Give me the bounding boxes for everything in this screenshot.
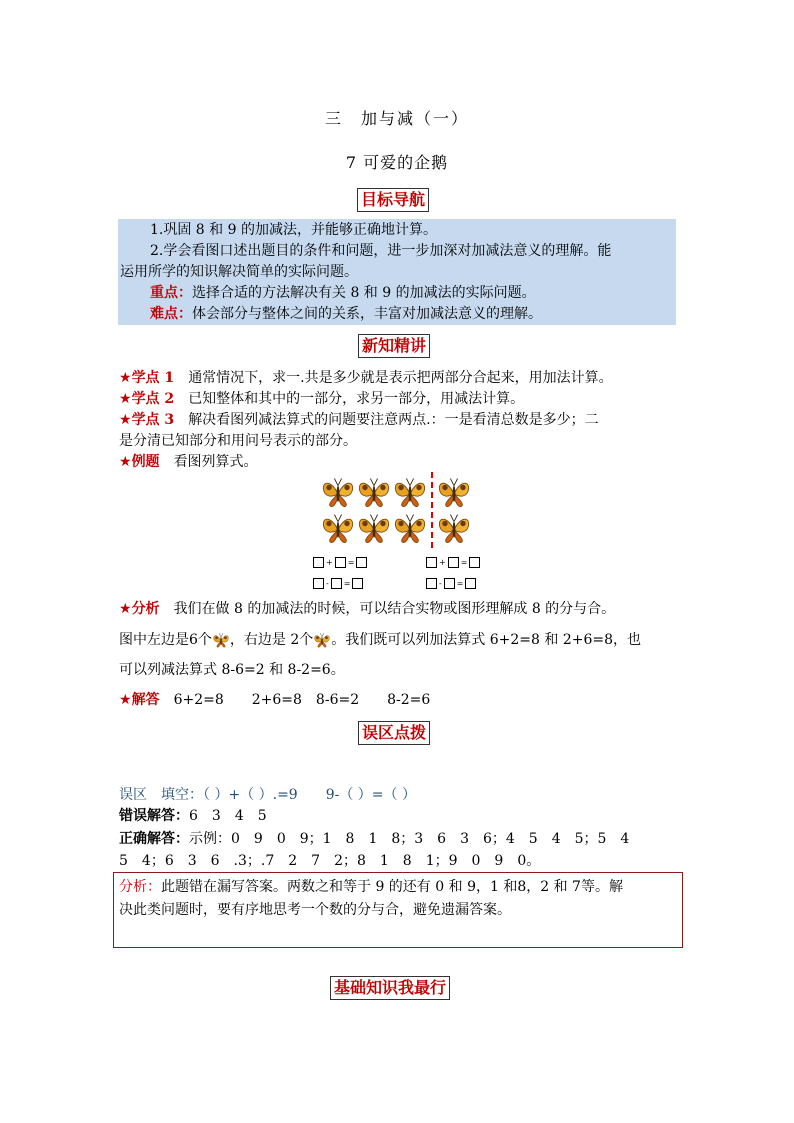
lesson-title: 7 可爱的企鹅 [345,153,449,172]
section-heading-new-knowledge: 新知精讲 [358,334,430,358]
answer-box[interactable] [335,557,346,568]
butterfly-icon [436,474,472,510]
mistake-analysis-label: 分析： [119,879,161,895]
correct-answer-text-2: 5 4；6 3 6 .3；.7 2 7 2；8 1 8 1；9 0 9 0。 [119,853,541,869]
answer-box[interactable] [356,557,367,568]
key-point [150,283,536,303]
butterfly-icon [320,510,356,546]
butterfly-icon [392,510,428,546]
answer [119,690,430,710]
difficult-point [150,304,542,324]
minus-sign: - [439,579,442,588]
butterfly-icon [313,631,331,649]
butterfly-icon [356,474,392,510]
mistake-analysis-line-1 [119,877,623,897]
answer-box[interactable] [313,578,324,589]
goal-2a: 2.学会看图口述出题目的条件和问题，进一步加深对加减法意义的理解。能 [150,243,612,259]
mistake-question: 误区 填空：（ ）+（ ）.=9 9-（ ）=（ ） [119,787,416,803]
example-text: 看图列算式。 [173,454,258,470]
answer-box[interactable] [444,578,455,589]
answer-box[interactable] [448,557,459,568]
difficult-point-label: 难点： [150,306,192,322]
learning-point-2-text: 已知整体和其中的一部分，求另一部分，用减法计算。 [188,391,525,407]
learning-point-3-text-a: 解决看图列减法算式的问题要注意两点.：一是看清总数是多少；二 [188,412,599,428]
answer-box[interactable] [469,557,480,568]
equation-add-right [426,557,480,568]
plus-sign: + [439,558,446,567]
example-label: 例题 [131,454,160,470]
learning-point-2 [119,389,524,409]
star-icon: ★ [119,454,132,470]
star-icon: ★ [119,692,132,708]
minus-sign: - [326,579,329,588]
learning-point-3 [119,410,599,430]
learning-point-2-label: 学点 2 [131,391,175,407]
plus-sign: + [326,558,333,567]
answer-box[interactable] [313,557,324,568]
wrong-answer-label: 错误解答： [119,808,189,824]
analysis-label: 分析 [131,601,160,617]
equals-sign: = [460,558,468,567]
analysis-line-2 [119,630,641,650]
divider-line [431,472,433,548]
equation-sub-right [426,578,476,589]
equals-sign: = [347,558,355,567]
goal-1: 1.巩固 8 和 9 的加减法，并能够正确地计算。 [150,222,437,238]
learning-point-1-label: 学点 1 [131,370,175,386]
butterfly-icon [356,510,392,546]
answer-box[interactable] [426,578,437,589]
butterfly-icon [212,631,230,649]
wrong-answer-text: 6 3 4 5 [189,808,267,824]
answer-box[interactable] [465,578,476,589]
learning-point-1 [119,368,613,388]
unit-title: 三 加与减（一） [324,109,469,128]
section-heading-basics: 基础知识我最行 [330,976,450,1000]
learning-point-3-text-b: 是分清已知部分和用问号表示的部分。 [119,433,357,449]
butterfly-icon [436,510,472,546]
learning-point-1-text: 通常情况下，求一.共是多少就是表示把两部分合起来，用加法计算。 [188,370,613,386]
answer-text: 6+2=8 2+6=8 8-6=2 8-2=6 [173,692,431,708]
analysis [119,599,615,619]
analysis-text-1: 我们在做 8 的加减法的时候，可以结合实物或图形理解成 8 的分与合。 [173,601,616,617]
star-icon: ★ [119,370,132,386]
equation-add-left [313,557,367,568]
learning-point-3-label: 学点 3 [131,412,175,428]
analysis-text-2b: ，右边是 2个 [229,632,314,648]
equals-sign: = [343,579,351,588]
mistake-analysis-text-2: 决此类问题时，要有序地思考一个数的分与合，避免遗漏答案。 [119,902,511,918]
analysis-text-3: 可以列减法算式 8-6=2 和 8-2=6。 [119,662,345,678]
mistake-analysis-text-1: 此题错在漏写答案。两数之和等于 9 的还有 0 和 9，1 和8，2 和 7等。解 [161,879,623,895]
answer-box[interactable] [331,578,342,589]
correct-answer [119,829,629,849]
butterfly-picture [320,470,480,550]
correct-answer-label: 正确解答： [119,831,189,847]
answer-box[interactable] [352,578,363,589]
goal-2b: 运用所学的知识解决简单的实际问题。 [120,264,358,280]
butterfly-icon [392,474,428,510]
goals-panel [118,219,676,325]
star-icon: ★ [119,391,132,407]
analysis-text-2c: 。我们既可以列加法算式 6+2=8 和 2+6=8，也 [331,632,641,648]
answer-box[interactable] [426,557,437,568]
key-point-text: 选择合适的方法解决有关 8 和 9 的加减法的实际问题。 [192,285,536,301]
section-heading-goals: 目标导航 [357,188,429,212]
star-icon: ★ [119,601,132,617]
star-icon: ★ [119,412,132,428]
correct-answer-text: 示例：0 9 0 9；1 8 1 8；3 6 3 6；4 5 4 5；5 4 [189,831,630,847]
analysis-text-2a: 图中左边是6个 [119,632,212,648]
mistake-analysis-box [113,872,683,948]
answer-label: 解答 [131,692,160,708]
difficult-point-text: 体会部分与整体之间的关系，丰富对加减法意义的理解。 [192,306,542,322]
wrong-answer [119,806,267,826]
equals-sign: = [456,579,464,588]
example [119,452,258,472]
butterfly-icon [320,474,356,510]
section-heading-mistake: 误区点拨 [358,721,430,745]
key-point-label: 重点： [150,285,192,301]
equation-sub-left [313,578,363,589]
